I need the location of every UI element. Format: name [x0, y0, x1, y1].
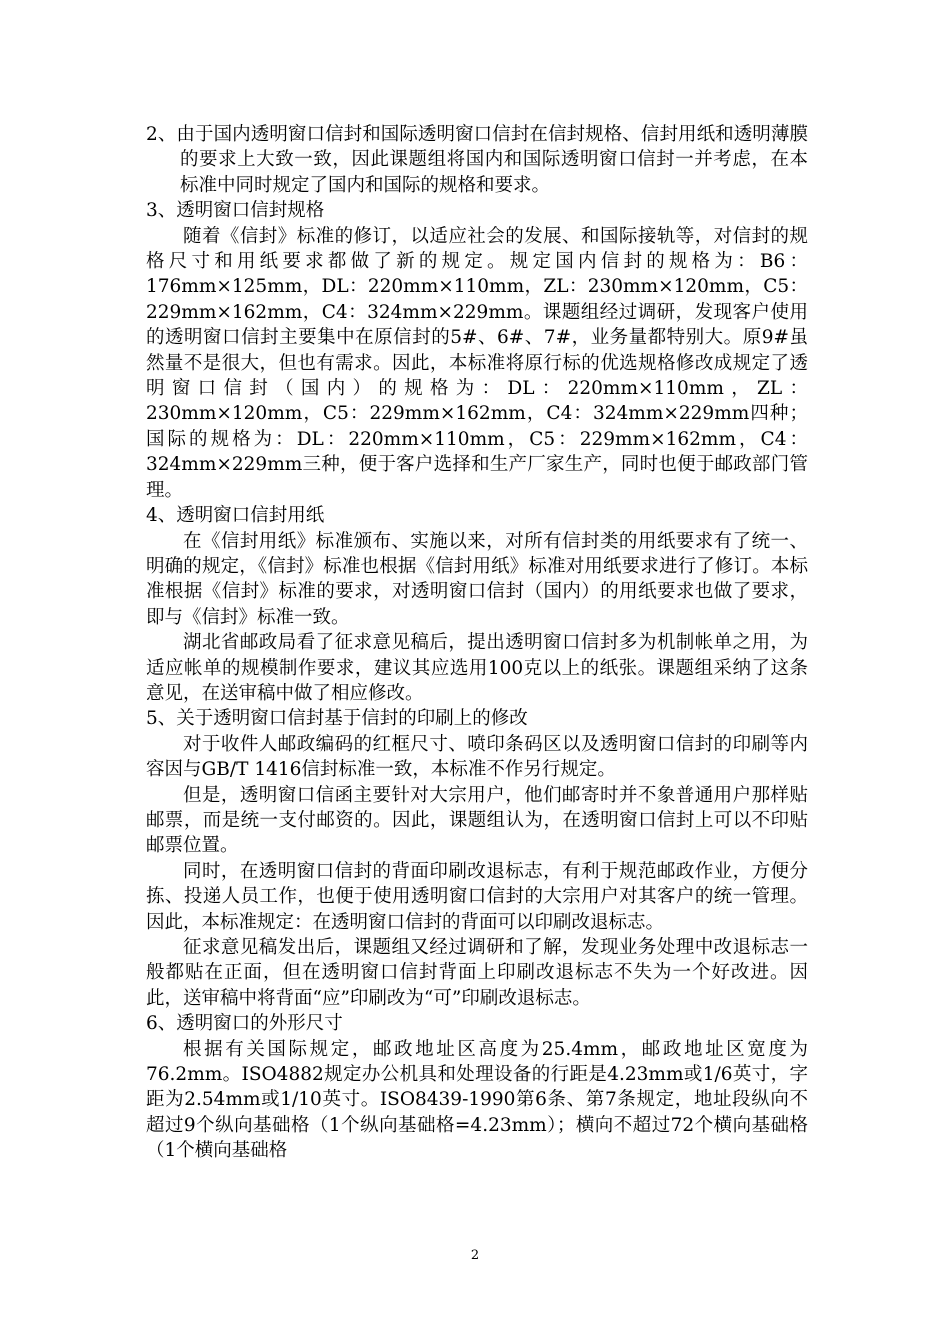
section-5-paragraph-1: 对于收件人邮政编码的红框尺寸、喷印条码区以及透明窗口信封的印刷等内容因与GB/T 1416信封标准一致，本标准不作另行规定。: [146, 733, 808, 781]
section-5-paragraph-2: 但是，透明窗口信函主要针对大宗用户，他们邮寄时并不象普通用户那样贴邮票，而是统一支付邮资的。因此，课题组认为，在透明窗口信封上可以不印贴邮票位置。: [146, 784, 808, 857]
section-3-paragraph: 随着《信封》标准的修订，以适应社会的发展、和国际接轨等，对信封的规格尺寸和用纸要求都做了新的规定。规定国内信封的规格为：B6：176mm×125mm，DL：220mm×110mm，ZL：230mm×120mm，C5：229mm×162mm，C4：324mm×229mm。课题组经过调研，发现客户使用的透明窗口信封主要集中在原信封的5#、6#、7#，业务量都特别大。原9#虽然量不是很大，但也有需求。因此，本标准将原行标的优选规格修改成规定了透明窗口信封（国内）的规格为：DL：220mm×110mm，ZL：230mm×120mm，C5：229mm×162mm，C4：324mm×229mm四种；国际的规格为：DL：220mm×110mm，C5：229mm×162mm，C4：324mm×229mm三种，便于客户选择和生产厂家生产，同时也便于邮政部门管理。: [146, 225, 808, 501]
section-3-heading: 3、透明窗口信封规格: [146, 200, 325, 222]
body-text: [146, 122, 808, 1164]
section-4-paragraph-2: 湖北省邮政局看了征求意见稿后，提出透明窗口信封多为机制帐单之用，为适应帐单的规模制作要求，建议其应选用100克以上的纸张。课题组采纳了这条意见，在送审稿中做了相应修改。: [146, 632, 808, 704]
section-5-paragraph-4: 征求意见稿发出后，课题组又经过调研和了解，发现业务处理中改退标志一般都贴在正面，但在透明窗口信封背面上印刷改退标志不失为一个好改进。因此，送审稿中将背面“应”印刷改为“可”印刷改退标志。: [146, 937, 808, 1009]
section-4-paragraph-1: 在《信封用纸》标准颁布、实施以来，对所有信封类的用纸要求有了统一、明确的规定，《信封》标准也根据《信封用纸》标准对用纸要求进行了修订。本标准根据《信封》标准的要求，对透明窗口信封（国内）的用纸要求也做了要求，即与《信封》标准一致。: [146, 530, 808, 628]
section-5-paragraph-3: 同时，在透明窗口信封的背面印刷改退标志，有利于规范邮政作业，方便分拣、投递人员工作，也便于使用透明窗口信封的大宗用户对其客户的统一管理。因此，本标准规定：在透明窗口信封的背面可以印刷改退标志。: [146, 860, 808, 933]
section-5-heading: 5、关于透明窗口信封基于信封的印刷上的修改: [146, 708, 528, 730]
section-6-heading: 6、透明窗口的外形尺寸: [146, 1013, 343, 1035]
item-2-paragraph: 2、由于国内透明窗口信封和国际透明窗口信封在信封规格、信封用纸和透明薄膜的要求上大致一致，因此课题组将国内和国际透明窗口信封一并考虑，在本标准中同时规定了国内和国际的规格和要求。: [146, 124, 808, 196]
section-4-heading: 4、透明窗口信封用纸: [146, 505, 325, 527]
section-6-paragraph: 根据有关国际规定，邮政地址区高度为25.4mm，邮政地址区宽度为76.2mm。ISO4882规定办公机具和处理设备的行距是4.23mm或1/6英寸，字距为2.54mm或1/10英寸。ISO8439-1990第6条、第7条规定，地址段纵向不超过9个纵向基础格（1个纵向基础格=4.23mm）；横向不超过72个横向基础格（1个横向基础格: [146, 1038, 808, 1162]
page-number: 2: [470, 1248, 480, 1263]
